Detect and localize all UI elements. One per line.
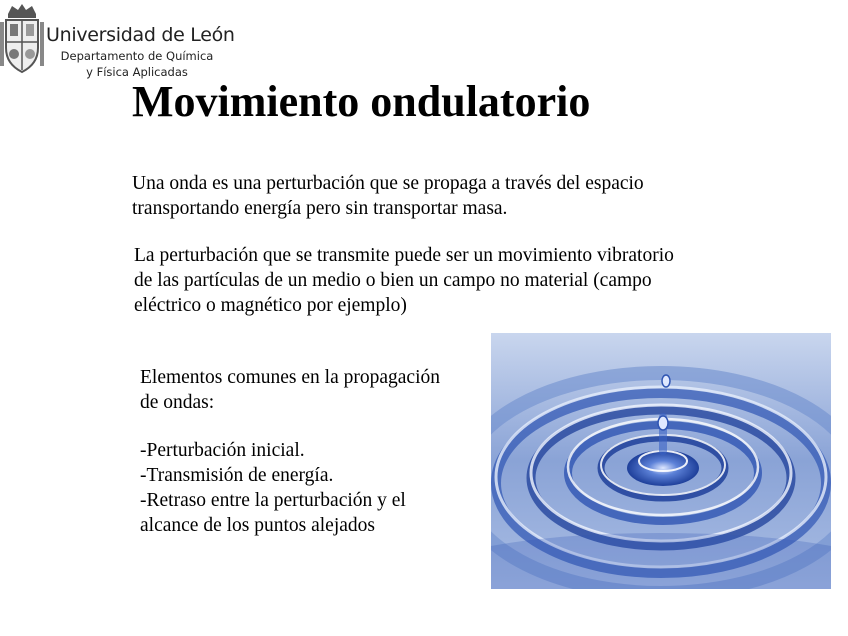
institution-name: Universidad de León — [46, 24, 235, 46]
water-ripple-image — [491, 333, 831, 589]
university-seal-icon — [0, 0, 44, 78]
wave-definition: Una onda es una perturbación que se propaga a través del espacio transportando energía pero sin transportar masa. — [132, 173, 644, 219]
disturbance-description: La perturbación que se transmite puede ser un movimiento vibratorio de las partículas de un medio o bien un campo no material (campo eléctrico o magnético por ejemplo) — [134, 245, 674, 316]
list-item: -Perturbación inicial. — [140, 440, 305, 461]
slide-title: Movimiento ondulatorio — [132, 77, 591, 126]
elements-intro: Elementos comunes en la propagación de ondas: — [140, 367, 440, 413]
department-line-2: y Física Aplicadas — [86, 65, 188, 79]
elements-list — [140, 438, 460, 538]
department-line-1: Departamento de Química — [60, 49, 214, 63]
university-logo — [0, 0, 240, 82]
list-item: -Retraso entre la perturbación y el alcance de los puntos alejados — [140, 490, 406, 536]
list-item: -Transmisión de energía. — [140, 465, 334, 486]
